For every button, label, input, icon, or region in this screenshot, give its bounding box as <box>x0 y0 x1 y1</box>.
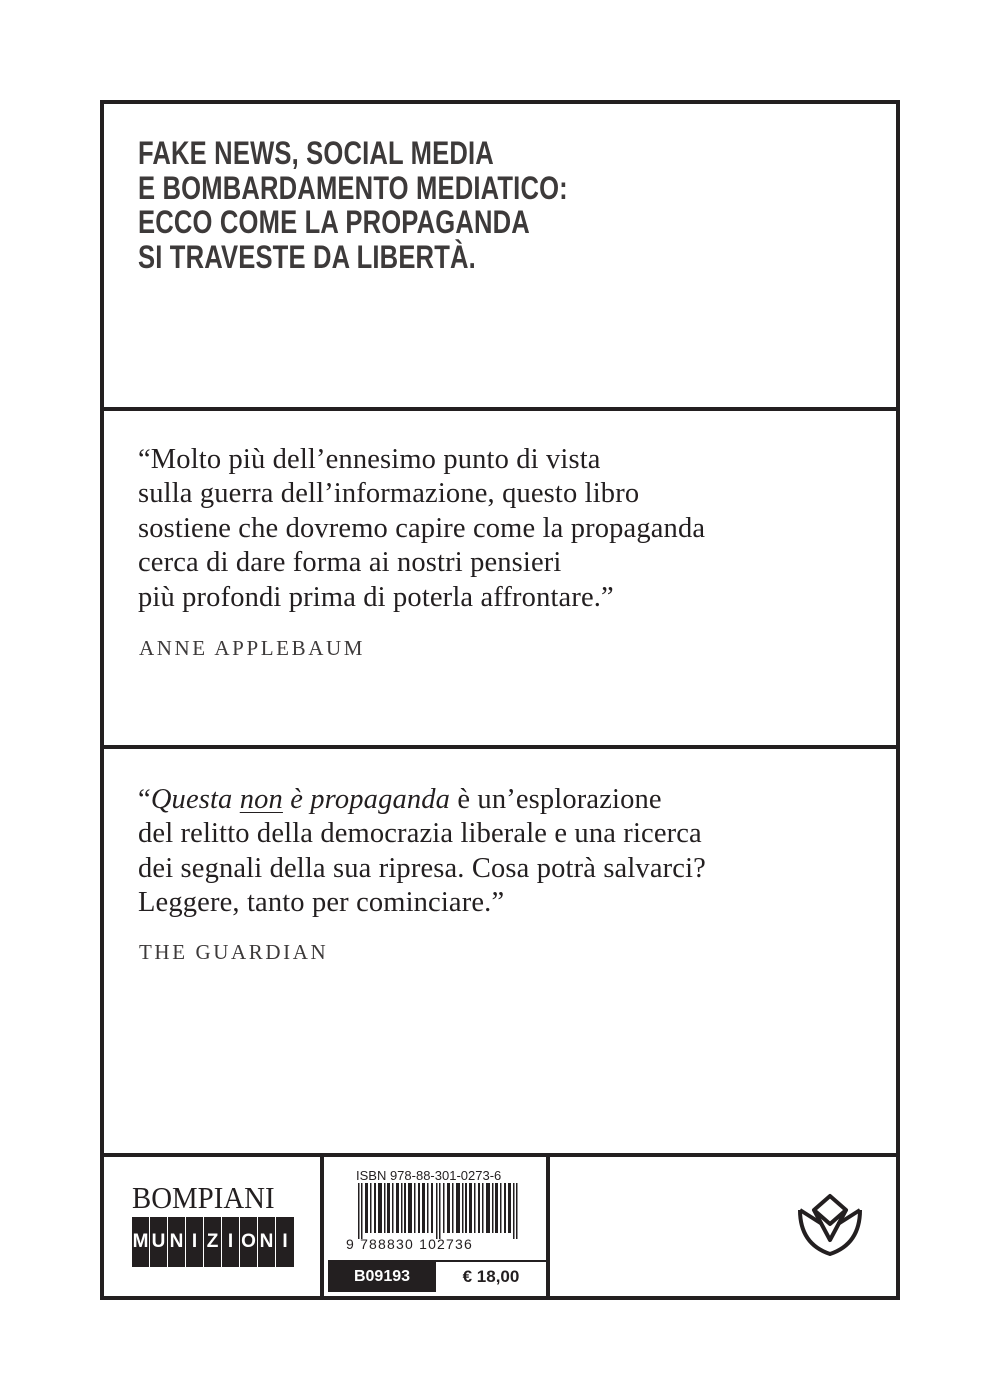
barcode-number: 9 788830 102736 <box>346 1236 473 1252</box>
publisher-name: BOMPIANI <box>132 1180 275 1215</box>
quote-line: Leggere, tanto per cominciare.” <box>138 887 505 919</box>
quote-line-rest: è un’esplorazione <box>450 784 662 815</box>
book-title-part: è propaganda <box>282 784 451 815</box>
series-letter: N <box>258 1217 276 1267</box>
divider-v2 <box>546 1155 550 1300</box>
lotus-leaf-icon <box>796 1190 864 1260</box>
quote-line <box>138 783 706 817</box>
series-letter: I <box>186 1217 204 1267</box>
series-logo <box>132 1217 294 1267</box>
divider-1 <box>100 407 900 411</box>
attribution-applebaum: ANNE APPLEBAUM <box>139 636 366 660</box>
divider-3 <box>100 1153 900 1157</box>
product-code: B09193 <box>328 1262 436 1292</box>
divider-v1 <box>320 1155 324 1300</box>
quote-applebaum <box>138 443 705 615</box>
attribution-guardian: THE GUARDIAN <box>139 940 329 964</box>
series-letter: I <box>222 1217 240 1267</box>
headline-line: E BOMBARDAMENTO MEDIATICO: <box>138 169 568 206</box>
series-letter: I <box>276 1217 294 1267</box>
quote-line: del relitto della democrazia liberale e una ricerca <box>138 818 702 850</box>
quote-line: più profondi prima di poterla affrontare.” <box>138 581 614 613</box>
headline-line: ECCO COME LA PROPAGANDA <box>138 204 530 240</box>
quote-line: “Molto più dell’ennesimo punto di vista <box>138 444 601 475</box>
quote-guardian <box>138 783 706 921</box>
headline-line: FAKE NEWS, SOCIAL MEDIA <box>138 135 494 171</box>
quote-open-mark: “ <box>138 784 151 815</box>
book-title-part: Questa <box>150 784 240 815</box>
barcode-bars <box>356 1183 528 1239</box>
series-letter: M <box>132 1217 150 1267</box>
series-letter: N <box>168 1217 186 1267</box>
quote-line: sostiene che dovremo capire come la propaganda <box>138 512 706 544</box>
headline <box>138 136 568 274</box>
quote-line: sulla guerra dell’informazione, questo libro <box>138 478 640 510</box>
series-letter: U <box>150 1217 168 1267</box>
book-title-italic <box>151 784 450 815</box>
headline-line: SI TRAVESTE DA LIBERTÀ. <box>138 238 476 275</box>
series-letter: Z <box>204 1217 222 1267</box>
isbn-label: ISBN 978-88-301-0273-6 <box>356 1168 502 1183</box>
cover-frame <box>100 100 900 1300</box>
book-title-underlined: non <box>239 784 283 815</box>
quote-line: cerca di dare forma ai nostri pensieri <box>138 547 562 579</box>
divider-2 <box>100 745 900 749</box>
series-letter: O <box>240 1217 258 1267</box>
quote-line: dei segnali della sua ripresa. Cosa potrà salvarci? <box>138 852 706 884</box>
price: € 18,00 <box>462 1267 520 1286</box>
